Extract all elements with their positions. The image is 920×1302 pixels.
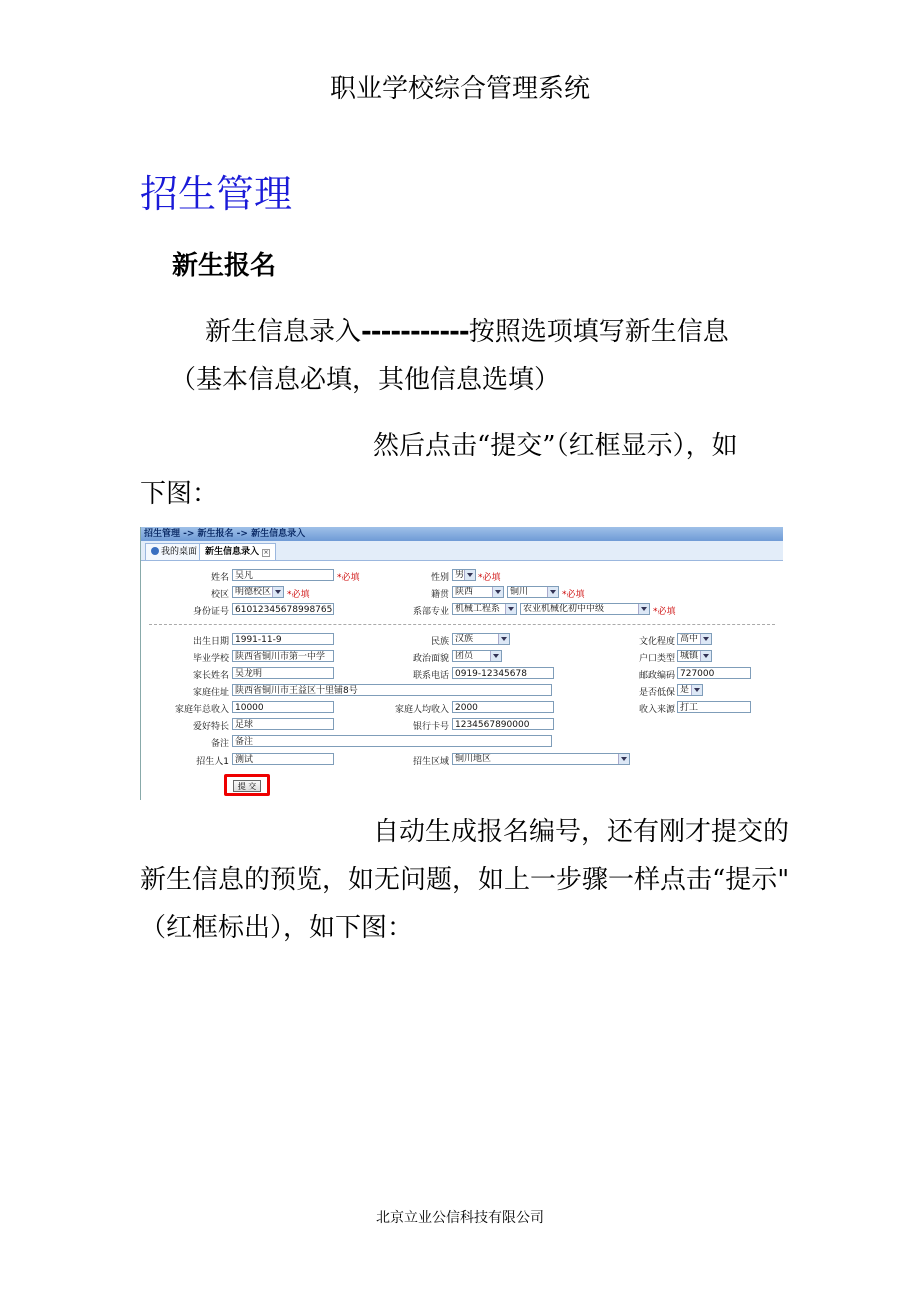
chevron-down-icon <box>464 570 475 580</box>
paragraph-auto-number: 自动生成报名编号，还有刚才提交的 <box>373 817 790 847</box>
bank-label: 银行卡号 <box>412 722 449 732</box>
dept-select[interactable] <box>452 603 517 615</box>
intro-text-a: 新生信息录入 <box>205 317 362 347</box>
dept-label: 系部专业 <box>412 607 449 617</box>
id-label: 身份证号 <box>192 607 229 617</box>
birth-input[interactable]: 1991-11-9 <box>232 633 334 645</box>
ethnic-value: 汉族 <box>455 634 474 644</box>
chevron-down-icon <box>700 634 711 644</box>
bank-input[interactable]: 1234567890000 <box>452 718 554 730</box>
chevron-down-icon <box>498 634 509 644</box>
paragraph-see-figure: 下图： <box>140 479 219 509</box>
note-label: 备注 <box>210 739 229 749</box>
hobby-input[interactable]: 足球 <box>232 718 334 730</box>
origin-province-select[interactable] <box>452 586 504 598</box>
submit-highlight-box <box>224 774 270 796</box>
paragraph-intro <box>205 308 729 356</box>
subsection-heading: 新生报名 <box>172 251 277 281</box>
source-input[interactable]: 打工 <box>677 701 751 713</box>
required-mark: *必填 <box>653 607 676 617</box>
intro-dash: ----------- <box>361 317 469 347</box>
income-input[interactable]: 10000 <box>232 701 334 713</box>
section-divider <box>149 624 775 625</box>
campus-value: 明德校区 <box>235 587 272 597</box>
user-icon <box>151 547 159 555</box>
parent-label: 家长姓名 <box>192 671 229 681</box>
document-footer: 北京立业公信科技有限公司 <box>376 1210 544 1226</box>
required-mark: *必填 <box>478 573 501 583</box>
campus-select[interactable] <box>232 586 284 598</box>
major-value: 农业机械化初中中级 <box>523 604 605 614</box>
required-mark: *必填 <box>287 590 310 600</box>
phone-input[interactable]: 0919-12345678 <box>452 667 554 679</box>
paragraph-preview: 新生信息的预览，如无问题，如上一步骤一样点击“提示" <box>140 865 790 895</box>
form-screenshot <box>140 527 783 800</box>
submit-button[interactable]: 提 交 <box>233 780 261 792</box>
name-input[interactable]: 吴凡 <box>232 569 334 581</box>
paragraph-red-box: （红框标出），如下图： <box>140 913 414 943</box>
origin-city-select[interactable] <box>507 586 559 598</box>
edu-value: 高中 <box>680 634 699 644</box>
lowinc-select[interactable] <box>677 684 703 696</box>
region-select[interactable] <box>452 753 630 765</box>
percap-label: 家庭人均收入 <box>394 705 449 715</box>
paragraph-note: （基本信息必填，其他信息选填） <box>170 365 561 395</box>
tab-desktop[interactable] <box>145 543 203 560</box>
section-heading: 招生管理 <box>140 172 293 216</box>
school-label: 毕业学校 <box>192 654 229 664</box>
chevron-down-icon <box>492 587 503 597</box>
political-label: 政治面貌 <box>412 654 449 664</box>
lowinc-label: 是否低保 <box>638 688 675 698</box>
school-input[interactable]: 陕西省铜川市第一中学 <box>232 650 334 662</box>
dept-value: 机械工程系 <box>455 604 501 614</box>
chevron-down-icon <box>700 651 711 661</box>
gender-value: 男 <box>455 570 465 580</box>
percap-input[interactable]: 2000 <box>452 701 554 713</box>
major-select[interactable] <box>520 603 650 615</box>
origin-label: 籍贯 <box>430 590 449 600</box>
origin-province-value: 陕西 <box>455 587 474 597</box>
document-header: 职业学校综合管理系统 <box>329 74 590 104</box>
gender-label: 性别 <box>430 573 449 583</box>
required-mark: *必填 <box>337 573 360 583</box>
origin-city-value: 铜川 <box>510 587 529 597</box>
paragraph-click-submit: 然后点击“提交”（红框显示），如 <box>373 431 738 461</box>
political-select[interactable] <box>452 650 502 662</box>
gender-select[interactable] <box>452 569 476 581</box>
region-value: 铜川地区 <box>455 754 492 764</box>
close-icon[interactable]: × <box>263 549 269 556</box>
chevron-down-icon <box>691 685 702 695</box>
postcode-input[interactable]: 727000 <box>677 667 751 679</box>
edu-label: 文化程度 <box>638 637 675 647</box>
id-input[interactable]: 61012345678998765 <box>232 603 334 615</box>
chevron-down-icon <box>547 587 558 597</box>
source-label: 收入来源 <box>638 705 675 715</box>
tab-student-entry[interactable] <box>199 543 276 560</box>
chevron-down-icon <box>272 587 283 597</box>
edu-select[interactable] <box>677 633 712 645</box>
name-label: 姓名 <box>210 573 229 583</box>
address-label: 家庭住址 <box>192 688 229 698</box>
breadcrumb: 招生管理 -> 新生报名 -> 新生信息录入 <box>141 527 783 541</box>
ethnic-label: 民族 <box>430 637 449 647</box>
tab-bar <box>141 541 783 561</box>
hobby-label: 爱好特长 <box>192 722 229 732</box>
chevron-down-icon <box>638 604 649 614</box>
chevron-down-icon <box>618 754 629 764</box>
phone-label: 联系电话 <box>412 671 449 681</box>
hukou-label: 户口类型 <box>638 654 675 664</box>
required-mark: *必填 <box>562 590 585 600</box>
income-label: 家庭年总收入 <box>174 705 229 715</box>
campus-label: 校区 <box>210 590 229 600</box>
recruiter-label: 招生人1 <box>196 757 229 767</box>
ethnic-select[interactable] <box>452 633 510 645</box>
hukou-select[interactable] <box>677 650 712 662</box>
parent-input[interactable]: 吴龙明 <box>232 667 334 679</box>
recruiter-input[interactable]: 测试 <box>232 753 334 765</box>
chevron-down-icon <box>490 651 501 661</box>
chevron-down-icon <box>505 604 516 614</box>
hukou-value: 城镇 <box>680 651 699 661</box>
political-value: 团员 <box>455 651 474 661</box>
lowinc-value: 是 <box>680 685 690 695</box>
tab-student-entry-label: 新生信息录入 <box>205 547 260 557</box>
address-input[interactable]: 陕西省铜川市王益区十里铺8号 <box>232 684 552 696</box>
postcode-label: 邮政编码 <box>638 671 675 681</box>
region-label: 招生区域 <box>412 757 449 767</box>
intro-text-b: 按照选项填写新生信息 <box>468 317 729 347</box>
birth-label: 出生日期 <box>192 637 229 647</box>
note-input[interactable]: 备注 <box>232 735 552 747</box>
tab-desktop-label: 我的桌面 <box>161 547 198 557</box>
